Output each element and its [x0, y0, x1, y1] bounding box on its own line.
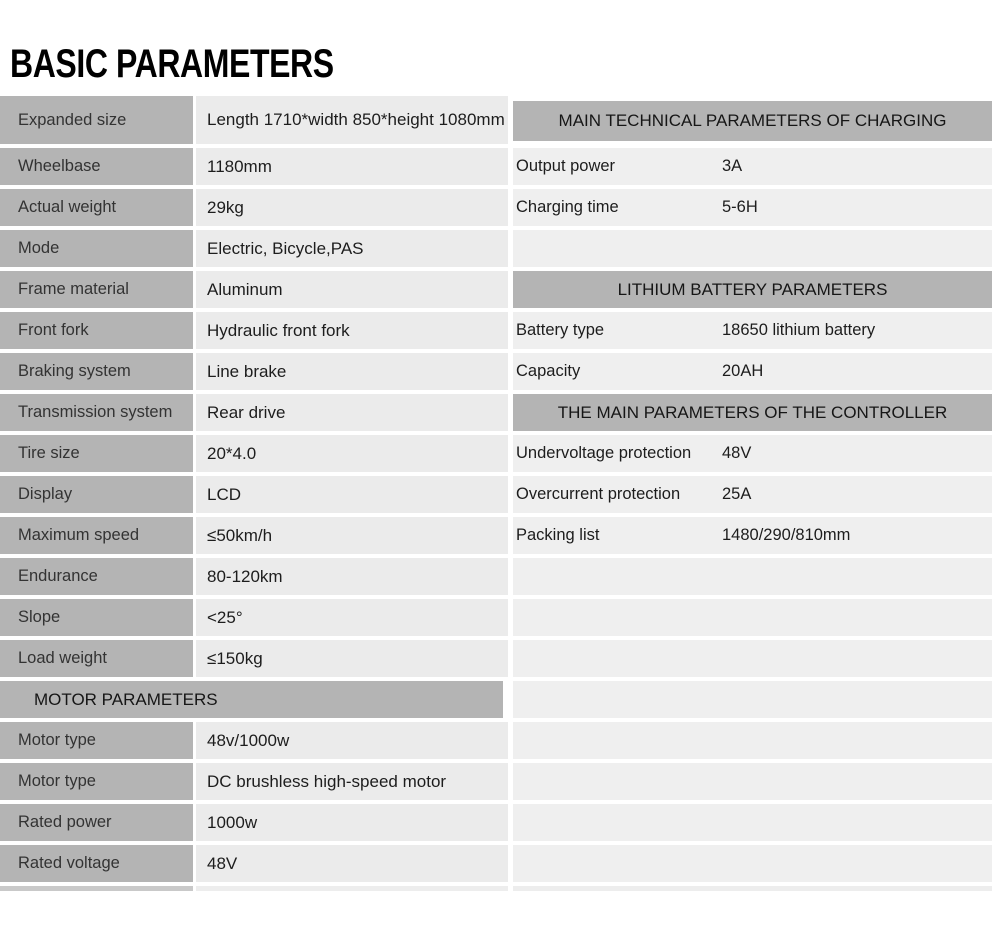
- section-header-battery: LITHIUM BATTERY PARAMETERS: [513, 271, 992, 308]
- spec-value-slope: <25°: [196, 599, 508, 636]
- spec-label-wheelbase: Wheelbase: [0, 148, 193, 185]
- spec-label-mode: Mode: [0, 230, 193, 267]
- spec-label-battery-type: Battery type: [516, 321, 605, 339]
- spec-label-transmission-system: Transmission system: [0, 394, 193, 431]
- spec-value-maximum-speed: ≤50km/h: [196, 517, 508, 554]
- spec-label-rated-power: Rated power: [0, 804, 193, 841]
- empty-band: [513, 763, 992, 800]
- spec-label-motor-type: Motor type: [0, 722, 193, 759]
- spec-row-charging-time: [513, 189, 992, 226]
- section-header-motor: MOTOR PARAMETERS: [0, 681, 503, 718]
- spec-row-overcurrent-protection: [513, 476, 992, 513]
- spec-row-battery-type: [513, 312, 992, 349]
- spec-value-endurance: 80-120km: [196, 558, 508, 595]
- spec-label-capacity: Capacity: [516, 362, 581, 380]
- spec-label-frame-material: Frame material: [0, 271, 193, 308]
- spec-label-output-power: Output power: [516, 157, 616, 175]
- spec-value-braking-system: Line brake: [196, 353, 508, 390]
- table-bottom-strip: [196, 886, 508, 891]
- spec-value-load-weight: ≤150kg: [196, 640, 508, 677]
- spec-value-battery-type: 18650 lithium battery: [722, 321, 876, 339]
- empty-band: [513, 640, 992, 677]
- spec-value-front-fork: Hydraulic front fork: [196, 312, 508, 349]
- table-bottom-strip: [0, 886, 193, 891]
- empty-band: [513, 804, 992, 841]
- spec-label-display: Display: [0, 476, 193, 513]
- spec-label-tire-size: Tire size: [0, 435, 193, 472]
- spec-value-capacity: 20AH: [722, 362, 764, 380]
- spec-value-tire-size: 20*4.0: [196, 435, 508, 472]
- empty-band: [513, 681, 992, 718]
- section-header-controller: THE MAIN PARAMETERS OF THE CONTROLLER: [513, 394, 992, 431]
- spec-label-motor-type-2: Motor type: [0, 763, 193, 800]
- spec-table: [0, 96, 992, 891]
- spec-label-packing-list: Packing list: [516, 526, 600, 544]
- empty-band: [513, 722, 992, 759]
- spec-label-front-fork: Front fork: [0, 312, 193, 349]
- empty-band: [513, 599, 992, 636]
- spec-row-undervoltage-protection: [513, 435, 992, 472]
- spec-label-maximum-speed: Maximum speed: [0, 517, 193, 554]
- spec-value-overcurrent-protection: 25A: [722, 485, 752, 503]
- spec-label-braking-system: Braking system: [0, 353, 193, 390]
- spec-value-frame-material: Aluminum: [196, 271, 508, 308]
- spec-value-motor-type-2: DC brushless high-speed motor: [196, 763, 508, 800]
- spec-label-expanded-size: Expanded size: [0, 96, 193, 144]
- spec-label-undervoltage-protection: Undervoltage protection: [516, 444, 692, 462]
- spec-value-packing-list: 1480/290/810mm: [722, 526, 851, 544]
- spec-value-undervoltage-protection: 48V: [722, 444, 752, 462]
- spec-value-display: LCD: [196, 476, 508, 513]
- empty-band: [513, 558, 992, 595]
- spec-value-mode: Electric, Bicycle,PAS: [196, 230, 508, 267]
- spec-label-slope: Slope: [0, 599, 193, 636]
- spec-label-actual-weight: Actual weight: [0, 189, 193, 226]
- section-header-charging: MAIN TECHNICAL PARAMETERS OF CHARGING: [513, 101, 992, 141]
- spec-value-rated-power: 1000w: [196, 804, 508, 841]
- empty-band: [513, 230, 992, 267]
- spec-label-rated-voltage: Rated voltage: [0, 845, 193, 882]
- spec-value-output-power: 3A: [722, 157, 743, 175]
- table-bottom-strip: [513, 886, 992, 891]
- spec-label-load-weight: Load weight: [0, 640, 193, 677]
- spec-value-actual-weight: 29kg: [196, 189, 508, 226]
- spec-label-endurance: Endurance: [0, 558, 193, 595]
- spec-row-capacity: [513, 353, 992, 390]
- empty-band: [513, 845, 992, 882]
- spec-value-motor-type: 48v/1000w: [196, 722, 508, 759]
- spec-value-expanded-size: Length 1710*width 850*height 1080mm: [196, 96, 508, 144]
- spec-value-rated-voltage: 48V: [196, 845, 508, 882]
- spec-value-charging-time: 5-6H: [722, 198, 758, 216]
- spec-value-wheelbase: 1180mm: [196, 148, 508, 185]
- spec-row-packing-list: [513, 517, 992, 554]
- spec-row-output-power: [513, 148, 992, 185]
- spec-label-charging-time: Charging time: [516, 198, 619, 216]
- page-title: BASIC PARAMETERS: [10, 42, 334, 86]
- spec-label-overcurrent-protection: Overcurrent protection: [516, 485, 681, 503]
- spec-value-transmission-system: Rear drive: [196, 394, 508, 431]
